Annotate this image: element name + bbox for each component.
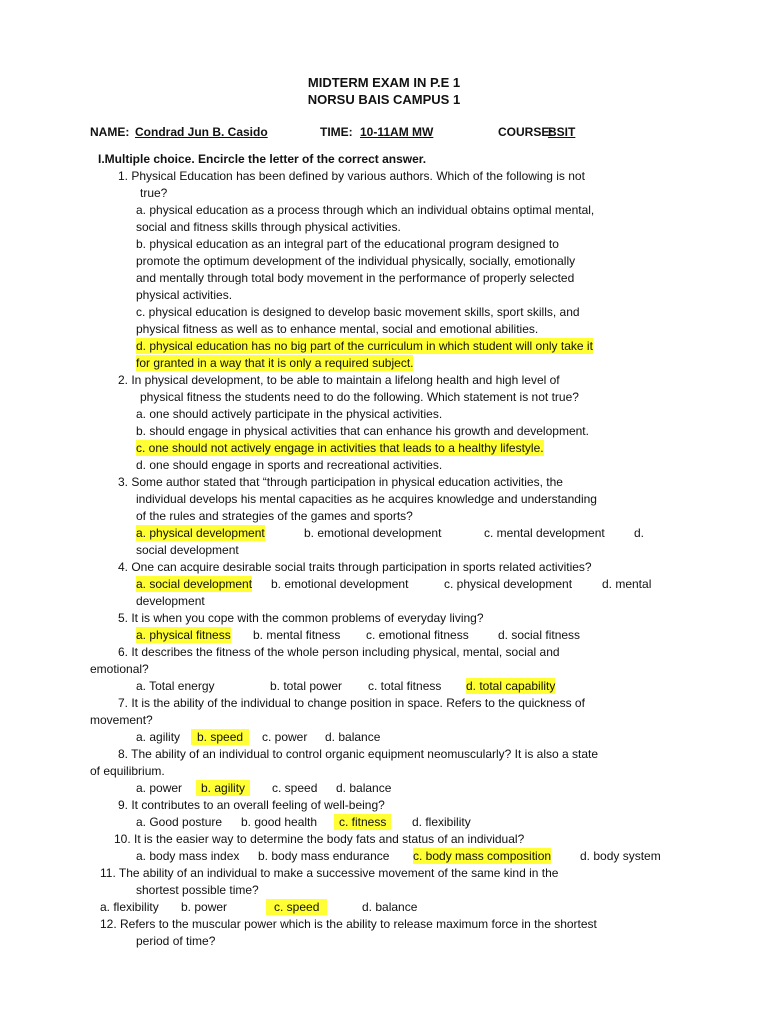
option-answer: c. body mass composition	[413, 849, 552, 863]
option: physical fitness as well as to enhance mental, social and emotional abilities.	[136, 322, 539, 336]
option: d. flexibility	[412, 815, 471, 829]
option: development	[136, 594, 205, 608]
option: c. speed	[272, 781, 318, 795]
question-stem: of the rules and strategies of the games and sports?	[136, 509, 413, 523]
question-stem: 3. Some author stated that “through participation in physical education activities, the	[118, 475, 563, 489]
option: social and fitness skills through physical activities.	[136, 220, 401, 234]
option-answer: c. one should not actively engage in activities that leads to a healthy lifestyle.	[136, 441, 544, 455]
question-stem: shortest possible time?	[136, 883, 259, 897]
option: b. should engage in physical activities that can enhance his growth and development.	[136, 424, 589, 438]
option-answer: c. fitness	[334, 814, 391, 830]
question-stem: 4. One can acquire desirable social traits through participation in sports related activities?	[118, 560, 592, 574]
option: d. mental	[602, 577, 652, 591]
option: a. body mass index	[136, 849, 240, 863]
campus-title: NORSU BAIS CAMPUS 1	[307, 92, 461, 107]
option: promote the optimum development of the individual physically, socially, emotionally	[136, 254, 576, 268]
option: and mentally through total body movement in the performance of properly selected	[136, 271, 575, 285]
instructions: I.Multiple choice. Encircle the letter of the correct answer.	[98, 152, 427, 166]
question-stem: movement?	[90, 713, 153, 727]
option-answer: for granted in a way that it is only a required subject.	[136, 356, 414, 370]
name-value: Condrad Jun B. Casido	[135, 125, 268, 139]
option: a. one should actively participate in the physical activities.	[136, 407, 443, 421]
option-answer: a. physical fitness	[136, 628, 231, 642]
question-stem: 1. Physical Education has been defined by various authors. Which of the following is not	[118, 169, 585, 183]
option: b. mental fitness	[253, 628, 341, 642]
option: c. mental development	[484, 526, 605, 540]
option-answer: a. social development	[136, 577, 253, 591]
option: a. power	[136, 781, 183, 795]
course-label: COURSE:	[498, 125, 554, 139]
option: social development	[136, 543, 239, 557]
option-answer: b. speed	[191, 729, 249, 745]
option: b. physical education as an integral part of the educational program designed to	[136, 237, 559, 251]
question-stem: 12. Refers to the muscular power which is the ability to release maximum force in the shortest	[100, 917, 597, 931]
option: c. emotional fitness	[366, 628, 469, 642]
time-label: TIME:	[320, 125, 353, 139]
name-label: NAME:	[90, 125, 130, 139]
option: c. physical development	[444, 577, 573, 591]
option: b. power	[181, 900, 228, 914]
option: physical activities.	[136, 288, 233, 302]
time-value: 10-11AM MW	[360, 125, 434, 139]
option: d. social fitness	[498, 628, 581, 642]
question-stem: 8. The ability of an individual to control organic equipment neomuscularly? It is also a state	[118, 747, 599, 761]
exam-title: MIDTERM EXAM IN P.E 1	[307, 75, 461, 90]
option: c. physical education is designed to develop basic movement skills, sport skills, and	[136, 305, 580, 319]
option: c. total fitness	[368, 679, 442, 693]
question-stem: emotional?	[90, 662, 149, 676]
question-stem: 6. It describes the fitness of the whole person including physical, mental, social and	[118, 645, 560, 659]
option: d. body system	[580, 849, 661, 863]
option: a. physical education as a process through which an individual obtains optimal mental,	[136, 203, 595, 217]
option: d. balance	[362, 900, 418, 914]
option: b. good health	[241, 815, 318, 829]
option-answer: d. total capability	[466, 679, 556, 693]
question-stem: true?	[140, 186, 168, 200]
option: d.	[634, 526, 645, 540]
option-answer: b. agility	[196, 780, 250, 796]
option-answer: d. physical education has no big part of the curriculum in which student will only take it	[136, 339, 593, 353]
question-stem: individual develops his mental capacities as he acquires knowledge and understanding	[136, 492, 597, 506]
question-stem: 2. In physical development, to be able to maintain a lifelong health and high level of	[118, 373, 560, 387]
option: a. Good posture	[136, 815, 223, 829]
question-stem: 9. It contributes to an overall feeling of well-being?	[118, 798, 385, 812]
option-answer: c. speed	[266, 899, 327, 915]
question-stem: 10. It is the easier way to determine the body fats and status of an individual?	[114, 832, 525, 846]
question-stem: 5. It is when you cope with the common problems of everyday living?	[118, 611, 484, 625]
option: b. total power	[270, 679, 343, 693]
option: d. balance	[336, 781, 392, 795]
question-stem: physical fitness the students need to do the following. Which statement is not true?	[140, 390, 579, 404]
option: d. balance	[325, 730, 381, 744]
option: a. flexibility	[100, 900, 159, 914]
course-value: BSIT	[548, 125, 576, 139]
question-stem: of equilibrium.	[90, 764, 165, 778]
question-stem: 11. The ability of an individual to make a successive movement of the same kind in the	[100, 866, 559, 880]
option-answer: a. physical development	[136, 526, 265, 540]
option: b. emotional development	[304, 526, 442, 540]
option: b. body mass endurance	[258, 849, 390, 863]
option: a. Total energy	[136, 679, 215, 693]
question-stem: 7. It is the ability of the individual to change position in space. Refers to the quickness of	[118, 696, 585, 710]
option: b. emotional development	[271, 577, 409, 591]
option: c. power	[262, 730, 308, 744]
option: d. one should engage in sports and recreational activities.	[136, 458, 443, 472]
option: a. agility	[136, 730, 181, 744]
question-stem: period of time?	[136, 934, 216, 948]
